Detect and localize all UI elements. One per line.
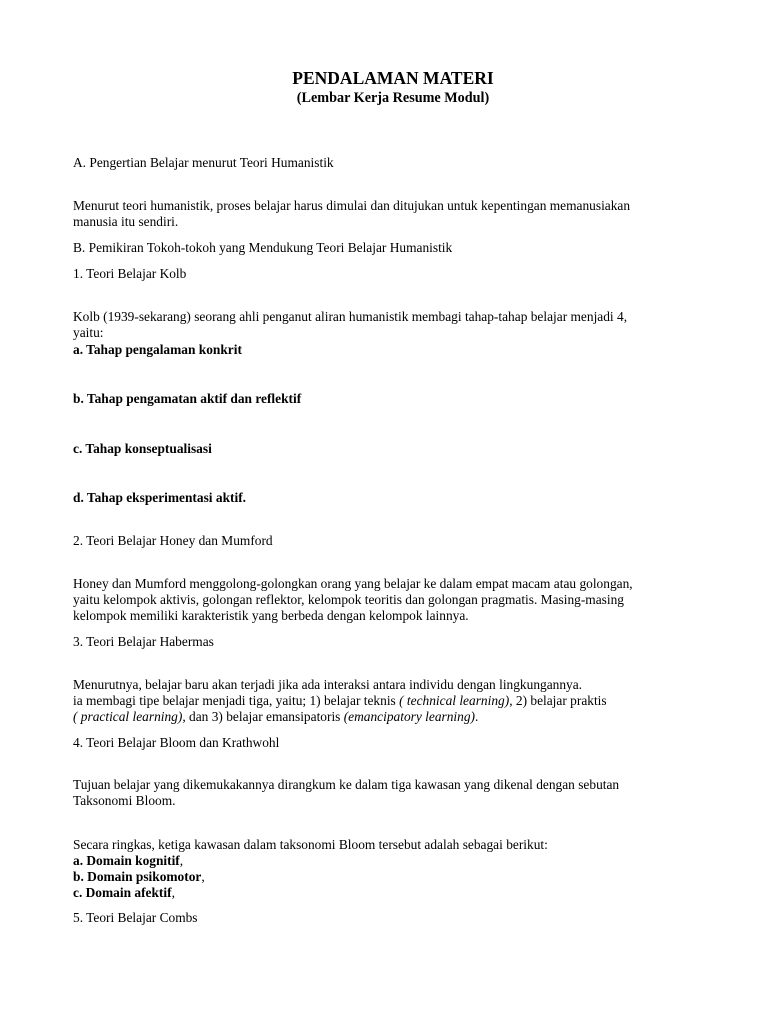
bloom-heading: 4. Teori Belajar Bloom dan Krathwohl (73, 735, 280, 750)
paragraph-line: manusia itu sendiri. (73, 214, 179, 229)
paragraph-line: ( practical learning), dan 3) belajar emansipatoris (emancipatory learning). (73, 709, 479, 724)
paragraph-line: kelompok memiliki karakteristik yang berbeda dengan kelompok lainnya. (73, 608, 469, 623)
bloom-domain: c. Domain afektif, (73, 885, 175, 900)
combs-heading: 5. Teori Belajar Combs (73, 910, 198, 925)
paragraph-line: ia membagi tipe belajar menjadi tiga, yaitu; 1) belajar teknis ( technical learning), 2) belajar praktis (73, 693, 607, 708)
page-subtitle: (Lembar Kerja Resume Modul) (296, 90, 490, 106)
bloom-domain: b. Domain psikomotor, (73, 869, 205, 884)
paragraph-line: Kolb (1939-sekarang) seorang ahli penganut aliran humanistik membagi tahap-tahap belajar menjadi 4, (73, 309, 628, 324)
paragraph-line: yaitu: (73, 325, 104, 340)
paragraph-line: Taksonomi Bloom. (73, 793, 176, 808)
paragraph-line: Tujuan belajar yang dikemukakannya dirangkum ke dalam tiga kawasan yang dikenal dengan sebutan (73, 777, 620, 792)
paragraph-line: Honey dan Mumford menggolong-golongkan orang yang belajar ke dalam empat macam atau golongan, (73, 576, 633, 591)
kolb-stage: d. Tahap eksperimentasi aktif. (73, 490, 246, 505)
paragraph-line: Menurut teori humanistik, proses belajar harus dimulai dan ditujukan untuk kepentingan memanusiakan (73, 198, 631, 213)
section-a-heading: A. Pengertian Belajar menurut Teori Humanistik (73, 155, 334, 170)
page-title: PENDALAMAN MATERI (292, 68, 494, 88)
kolb-stage: b. Tahap pengamatan aktif dan reflektif (73, 391, 302, 406)
kolb-heading: 1. Teori Belajar Kolb (73, 266, 187, 281)
bloom-domain: a. Domain kognitif, (73, 853, 184, 868)
section-b-heading: B. Pemikiran Tokoh-tokoh yang Mendukung Teori Belajar Humanistik (73, 240, 453, 255)
honey-heading: 2. Teori Belajar Honey dan Mumford (73, 533, 273, 548)
habermas-heading: 3. Teori Belajar Habermas (73, 634, 214, 649)
kolb-stage: c. Tahap konseptualisasi (73, 441, 212, 456)
paragraph-line: yaitu kelompok aktivis, golongan reflektor, kelompok teoritis dan golongan pragmatis. Masing-masing (73, 592, 624, 607)
paragraph-line: Menurutnya, belajar baru akan terjadi jika ada interaksi antara individu dengan lingkungannya. (73, 677, 583, 692)
kolb-stage: a. Tahap pengalaman konkrit (73, 342, 242, 357)
paragraph-line: Secara ringkas, ketiga kawasan dalam taksonomi Bloom tersebut adalah sebagai berikut: (73, 837, 548, 852)
